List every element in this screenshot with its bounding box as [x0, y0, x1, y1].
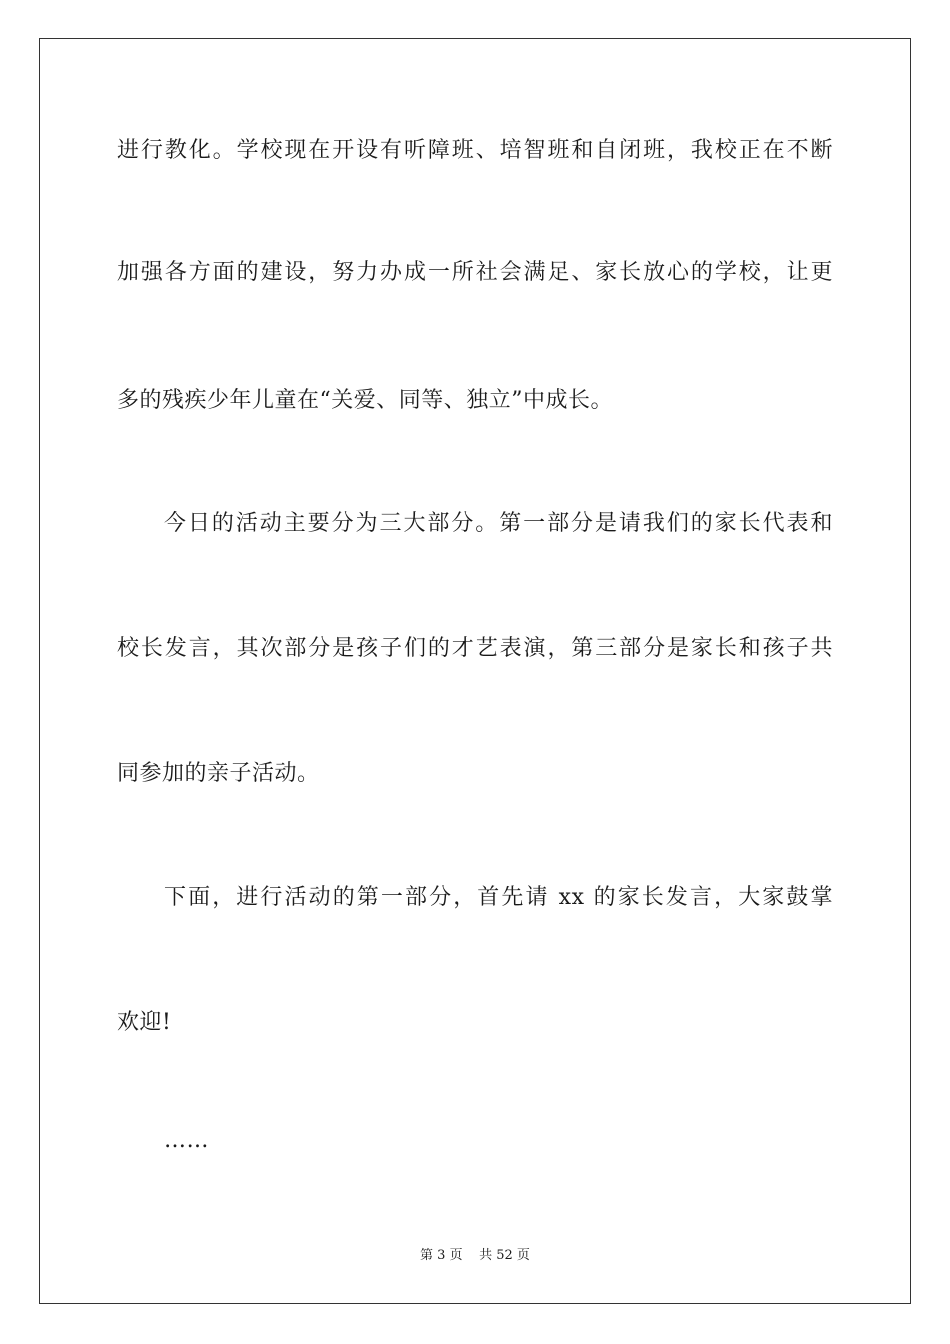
- paragraph-start-line: 下面，进行活动的第一部分，首先请 xx 的家长发言，大家鼓掌: [164, 885, 833, 910]
- text-line: 多的残疾少年儿童在“关爱、同等、独立”中成长。: [117, 388, 613, 413]
- text-line: 进行教化。学校现在开设有听障班、培智班和自闭班，我校正在不断: [117, 138, 833, 163]
- page-border: [39, 38, 911, 1304]
- page-footer: [0, 1247, 950, 1265]
- text-line: 加强各方面的建设，努力办成一所社会满足、家长放心的学校，让更: [117, 260, 833, 285]
- page-number: 第 3 页: [420, 1248, 463, 1263]
- page-total: 共 52 页: [479, 1248, 530, 1263]
- text-line: 同参加的亲子活动。: [117, 761, 320, 786]
- text-line: 欢迎!: [117, 1010, 172, 1035]
- text-line: 校长发言，其次部分是孩子们的才艺表演，第三部分是家长和孩子共: [117, 636, 833, 661]
- ellipsis-line: ……: [164, 1128, 209, 1153]
- paragraph-start-line: 今日的活动主要分为三大部分。第一部分是请我们的家长代表和: [164, 511, 833, 536]
